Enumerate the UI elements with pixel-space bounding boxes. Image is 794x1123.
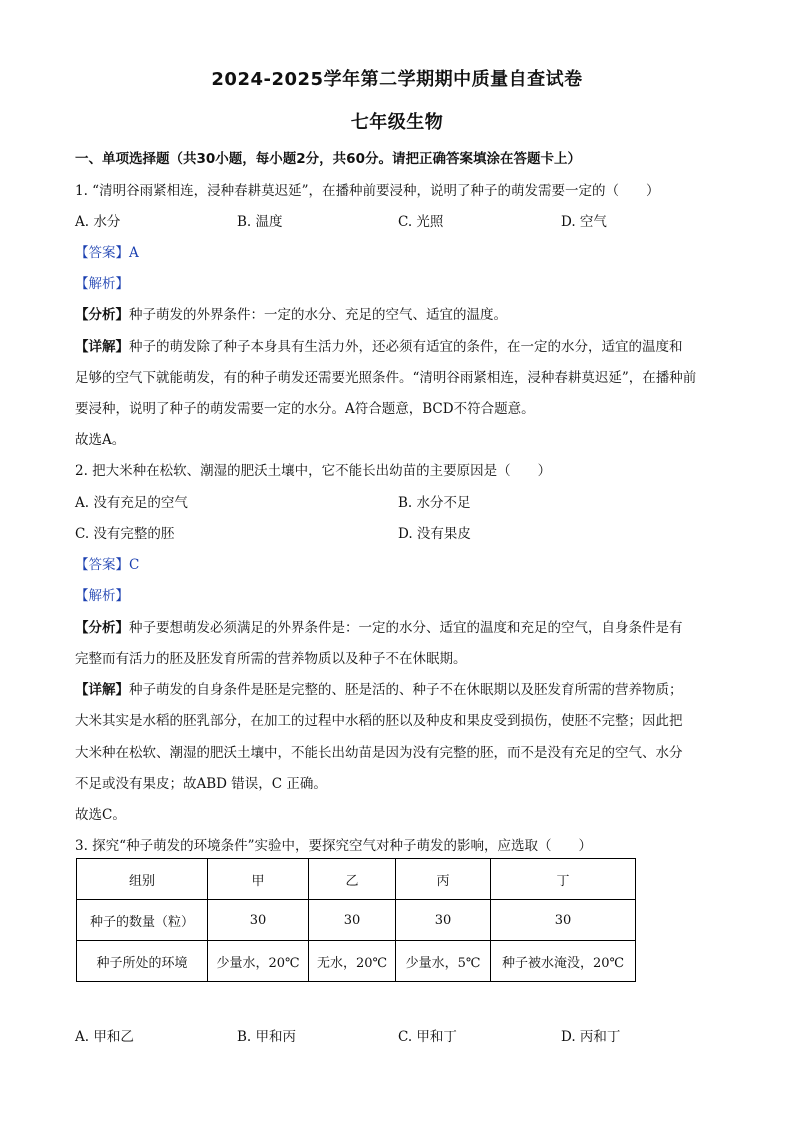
q1-detail-line-1 xyxy=(75,335,683,355)
q1-answer: 【答案】A xyxy=(75,245,139,261)
table-cell: 种子的数量（粒） xyxy=(77,900,208,941)
q1-stem: 1. “清明谷雨紧相连，浸种春耕莫迟延”，在播种前要浸种，说明了种子的萌发需要一定的（ ） xyxy=(75,183,660,199)
q2-option-d: D. 没有果皮 xyxy=(398,526,471,542)
q1-option-b: B. 温度 xyxy=(237,214,283,230)
q1-option-a: A. 水分 xyxy=(75,214,121,230)
q2-detail-line-3: 大米种在松软、潮湿的肥沃土壤中，不能长出幼苗是因为没有完整的胚，而不是没有充足的空气、水分 xyxy=(75,745,683,761)
q2-option-a: A. 没有充足的空气 xyxy=(75,495,188,511)
q3-option-d: D. 丙和丁 xyxy=(561,1029,621,1045)
q2-detail-line-2: 大米其实是水稻的胚乳部分，在加工的过程中水稻的胚以及种皮和果皮受到损伤，使胚不完整；因此把 xyxy=(75,713,683,729)
table-header-cell: 乙 xyxy=(309,859,396,900)
table-row xyxy=(77,900,636,941)
q2-detail-line-4: 不足或没有果皮；故ABD 错误，C 正确。 xyxy=(75,776,327,792)
table-header-cell: 甲 xyxy=(208,859,309,900)
table-cell: 30 xyxy=(309,900,396,941)
q2-conclusion: 故选C。 xyxy=(75,807,126,823)
table-cell: 少量水，5℃ xyxy=(396,941,491,982)
q2-detail-line-1 xyxy=(75,678,683,698)
q2-analysis-text-1: 种子要想萌发必须满足的外界条件是：一定的水分、适宜的温度和充足的空气，自身条件是有 xyxy=(129,620,683,636)
table-cell: 30 xyxy=(491,900,636,941)
exam-subtitle: 七年级生物 xyxy=(350,112,444,133)
q3-option-b: B. 甲和丙 xyxy=(237,1029,297,1045)
q1-option-d: D. 空气 xyxy=(561,214,607,230)
q2-detail-tag: 【详解】 xyxy=(75,682,129,698)
q1-conclusion: 故选A。 xyxy=(75,432,126,448)
q2-answer: 【答案】C xyxy=(75,557,140,573)
table-header-cell: 组别 xyxy=(77,859,208,900)
q2-stem: 2. 把大米种在松软、潮湿的肥沃土壤中，它不能长出幼苗的主要原因是（ ） xyxy=(75,463,552,479)
q3-option-a: A. 甲和乙 xyxy=(75,1029,134,1045)
q2-analysis-line-1 xyxy=(75,616,683,636)
table-cell: 30 xyxy=(396,900,491,941)
table-header-row xyxy=(77,859,636,900)
table-cell: 30 xyxy=(208,900,309,941)
q2-option-b: B. 水分不足 xyxy=(398,495,471,511)
q2-jiexi-label: 【解析】 xyxy=(75,588,129,604)
table-header-cell: 丁 xyxy=(491,859,636,900)
q1-detail-text-1: 种子的萌发除了种子本身具有生活力外，还必须有适宜的条件，在一定的水分，适宜的温度和 xyxy=(129,339,683,355)
q1-analysis-tag: 【分析】 xyxy=(75,307,129,323)
q1-jiexi-label: 【解析】 xyxy=(75,276,129,292)
table-cell: 少量水，20℃ xyxy=(208,941,309,982)
table-header-cell: 丙 xyxy=(396,859,491,900)
section-heading: 一、单项选择题（共30小题，每小题2分，共60分。请把正确答案填涂在答题卡上） xyxy=(75,151,581,167)
q1-analysis-text: 种子萌发的外界条件：一定的水分、充足的空气、适宜的温度。 xyxy=(129,307,507,323)
experiment-table xyxy=(76,858,636,982)
q1-analysis xyxy=(75,303,507,323)
q3-stem: 3. 探究“种子萌发的环境条件”实验中，要探究空气对种子萌发的影响，应选取（ ） xyxy=(75,838,592,854)
table-cell: 种子所处的环境 xyxy=(77,941,208,982)
table-row xyxy=(77,941,636,982)
q1-detail-line-3: 要浸种，说明了种子的萌发需要一定的水分。A符合题意，BCD不符合题意。 xyxy=(75,401,535,417)
q2-detail-text-1: 种子萌发的自身条件是胚是完整的、胚是活的、种子不在休眠期以及胚发育所需的营养物质； xyxy=(129,682,683,698)
table-cell: 种子被水淹没，20℃ xyxy=(491,941,636,982)
q1-option-c: C. 光照 xyxy=(398,214,444,230)
q2-option-c: C. 没有完整的胚 xyxy=(75,526,175,542)
q2-analysis-line-2: 完整而有活力的胚及胚发育所需的营养物质以及种子不在休眠期。 xyxy=(75,651,467,667)
exam-title: 2024-2025学年第二学期期中质量自查试卷 xyxy=(211,69,583,90)
q2-analysis-tag: 【分析】 xyxy=(75,620,129,636)
q3-option-c: C. 甲和丁 xyxy=(398,1029,457,1045)
q1-detail-tag: 【详解】 xyxy=(75,339,129,355)
table-cell: 无水，20℃ xyxy=(309,941,396,982)
q1-detail-line-2: 足够的空气下就能萌发，有的种子萌发还需要光照条件。“清明谷雨紧相连，浸种春耕莫迟延”，在播种前 xyxy=(75,370,697,386)
